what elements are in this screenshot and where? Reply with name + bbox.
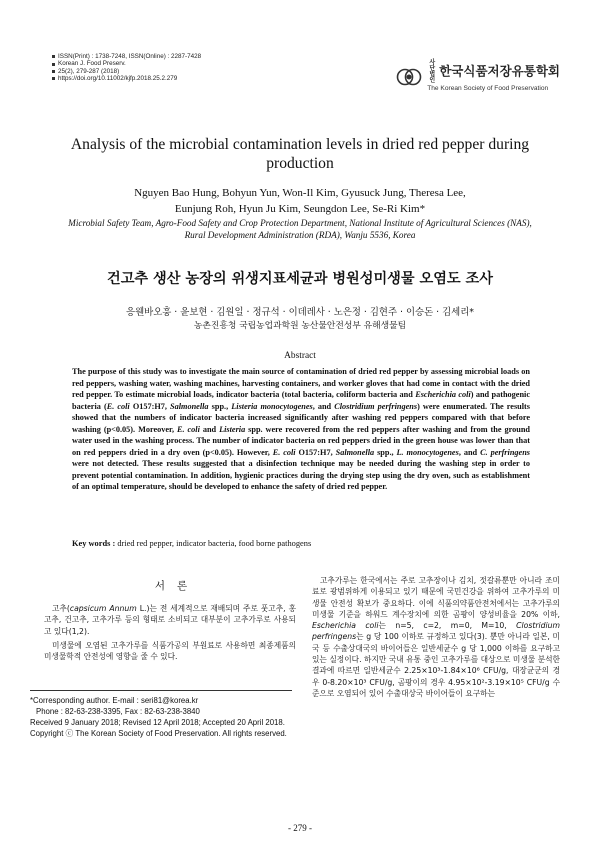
affiliation-en [30,218,570,241]
intro-text: 고추가루는 한국에서는 주로 고추장이나 김치, 젓갈류뿐만 아니라 조미료로 광범위하게 이용되고 있기 때문에 국민건강을 위하여 고추가루의 미생물 안전성 확보가 중요하다. 이에 식품의약품안전처에서는 고추가루의 미생물 기준을 하워드 계수장치에 의한 곰팡이 양성비율을 20% 이하, [312,576,560,619]
intro-right-column [312,575,560,699]
abstract-text: , and [458,447,481,457]
bullet-square-icon [52,77,55,80]
keywords-text: dried red pepper, indicator bacteria, food borne pathogens [115,539,312,548]
affiliation-ko: 농촌진흥청 국립농업과학원 농산물안전성부 유해생물팀 [193,321,407,331]
intro-paragraph-3 [312,575,560,699]
abstract-text: ) and pathogenic bacteria ( [72,390,530,411]
abstract-heading: Abstract [284,351,316,361]
abstract-text: The purpose of this study was to investigate the main source of contamination of dried red pepper by assessing microbial loads on red peppers, washing water, washing machines, harvesting containers, and worker gloves that had come in contact with the dried red pepper. To estimate microbial loads, indicator bacteria (total bacteria, coliform bacteria and [72,367,530,400]
copyright-line: Copyright ⓒ The Korean Society of Food Preservation. All rights reserved. [30,729,287,738]
bullet-square-icon [52,70,55,73]
intro-text: L.)는 전 세계적으로 재배되며 주로 풋고추, 홍고추, 건고추, 고추가루 등의 형태로 소비되고 대부분이 고추가루로 사용되고 있다(1,2). [44,604,296,636]
keywords [72,538,530,549]
intro-heading: 서론 [154,580,200,592]
abstract-italic: Listeria monocytogenes [231,401,313,411]
received-dates: Received 9 January 2018; Revised 12 April 2018; Accepted 20 April 2018. [30,718,285,727]
abstract-italic: E. coli [106,401,130,411]
authors-en [40,185,560,217]
page-number: - 279 - [288,823,312,833]
contact-phone: Phone : 82-63-238-3395, Fax : 82-63-238-3840 [36,707,200,716]
bullet-square-icon [52,55,55,58]
intro-paragraph-1 [44,603,296,637]
authors-en-line2: Eunjung Roh, Hyun Ju Kim, Seungdon Lee, Se-Ri Kim* [174,203,426,215]
society-header [396,60,560,93]
abstract-text: and [199,424,220,434]
keywords-label: Key words : [72,539,116,548]
intro-italic: Escherichia coli [312,621,379,631]
abstract-body [72,366,530,493]
abstract-text: spp. were recovered from the red peppers after washing and from the ground water used in the washing process. The number of indicator bacteria on red peppers dried in the green house was lower than that on red peppers dried in a dry oven (p<0.05). However, [72,424,531,457]
abstract-italic: L. monocytogenes [396,447,459,457]
journal-name: Korean J. Food Preserv. [58,60,126,68]
intro-text: 는 g 당 100 이하로 규정하고 있다(3). 뿐만 아니라 일본, 미국 등 수출상대국의 바이어들은 일반세균수 g 당 1,000 이하를 요구하고 있는 실정이다. 하지만 국내 유통 중인 고추가루를 대상으로 미생물 분석한 결과에 따르면 일반세균수 2.25×10³-1.84×10⁶ CFU/g, 대장균군의 경우 0-8.20×10³ CFU/g, 곰팡이의 경우 4.95×10²-3.19×10⁵ CFU/g 수준으로 오염되어 있어 수출대상국 바이어들이 요구하는 [312,632,560,698]
bullet-square-icon [52,63,55,66]
society-name-en: The Korean Society of Food Preservation [427,85,549,92]
corresponding-author: *Corresponding author. E-mail : seri81@korea.kr [30,696,199,705]
issn-line: ISSN(Print) : 1738-7248, ISSN(Online) : 2287-7428 [58,53,202,60]
abstract-italic: C. perfringens [480,447,530,457]
intro-italic: capsicum Annum [69,604,137,613]
abstract-italic: Salmonella [170,401,209,411]
abstract-text: , and [312,401,335,411]
society-logo-icon [396,66,422,88]
affiliation-en-line2: Rural Development Administration (RDA), Wanju 5536, Korea [184,229,416,240]
intro-text: 는 n=5, c=2, m=0, M=10, [378,621,517,631]
intro-paragraph-2: 미생물에 오염된 고추가루를 식품가공의 부원료로 사용하면 최종제품의 미생물학적 안전성에 영향을 줄 수 있다. [44,640,296,662]
abstract-italic: Escherichia coli [415,390,471,400]
intro-text: 고추( [52,604,70,613]
footnote-divider [30,690,292,691]
abstract-italic: E. coli [272,447,296,457]
abstract-text: O157:H7, [129,401,171,411]
abstract-italic: Clostridium perfringens [334,401,418,411]
abstract-italic: Listeria [219,424,246,434]
intro-left-column [44,603,296,665]
abstract-italic: Salmonella [335,447,375,457]
authors-ko: 응웬바오훙 · 윤보현 · 김원일 · 정규석 · 이데레사 · 노은정 · 김현주 · 이승돈 · 김세리* [126,307,474,318]
abstract-italic: E. coli [176,424,200,434]
abstract-text: ) were enumerated. The results showed that the numbers of indicator bacteria increased significantly after washing red peppers compared with that before washing (p<0.05). Moreover, [72,401,531,434]
journal-meta [52,53,201,83]
doi-link[interactable]: https://doi.org/10.11002/kjfp.2018.25.2.279 [58,75,178,83]
authors-en-line1: Nguyen Bao Hung, Bohyun Yun, Won-Il Kim, Gyusuck Jung, Theresa Lee, [134,187,466,199]
footnotes [30,695,292,739]
volume-line: 25(2), 279-287 (2018) [58,67,120,75]
abstract-text: were not detected. These results suggested that a disinfection technique may be needed during the washing step in order to prevent potential contamination. In addition, hygienic practices during the drying step using the dry oven, such as establishment of an optimal temperature, should be developed to enhance the safety of dried red pepper. [72,459,530,492]
abstract-text: spp., [374,447,397,457]
affiliation-en-line1: Microbial Safety Team, Agro-Food Safety and Crop Protection Department, National Institute of Agricultural Sciences (NAS), [68,218,532,228]
society-name-ko: 한국식품저장유통학회 [439,63,560,79]
intro-italic: Clostridium perfringens [312,621,561,642]
paper-title-ko: 건고추 생산 농장의 위생지표세균과 병원성미생물 오염도 조사 [107,271,493,287]
abstract-text: spp., [208,401,232,411]
society-prefix: 사단 법인 [429,59,436,84]
paper-title-en: Analysis of the microbial contamination levels in dried red pepper during production [70,136,530,172]
abstract-text: O157:H7, [295,447,336,457]
